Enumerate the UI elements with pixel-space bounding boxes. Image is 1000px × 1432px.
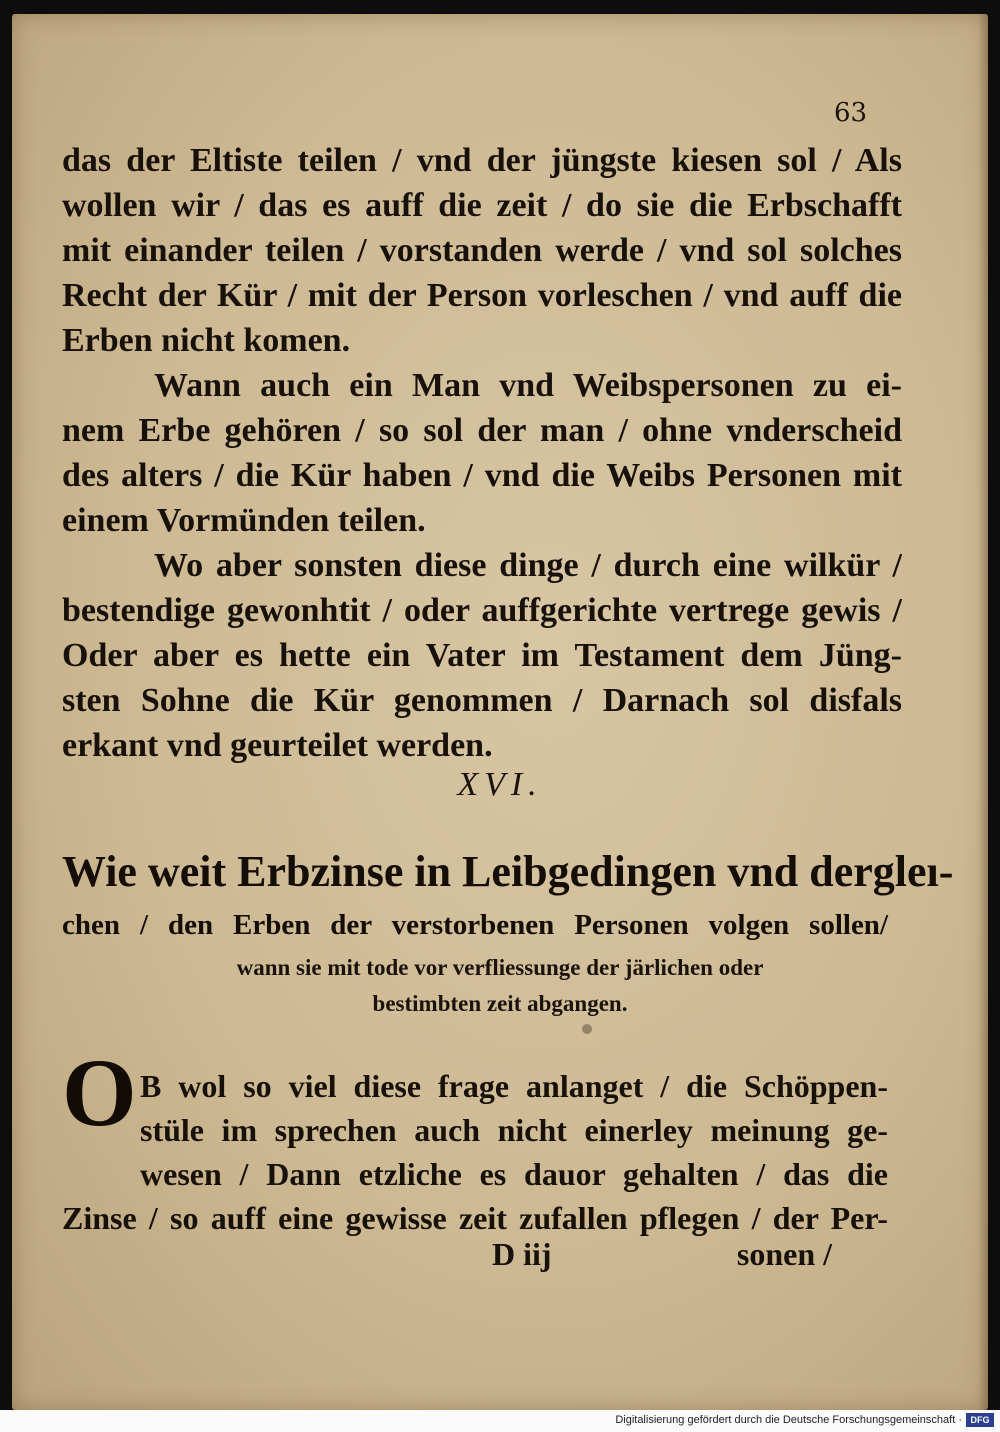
drop-cap-initial: O	[62, 1039, 137, 1146]
text-line: wollen wir / das es auff die zeit / do sie die Erbschafft	[62, 187, 902, 224]
funding-credit: Digitalisierung gefördert durch die Deutsche Forschungsgemeinschaft ·	[615, 1414, 962, 1426]
page-edge-shadow	[978, 14, 988, 1410]
text-line: einem Vormünden teilen.	[62, 502, 426, 539]
chapter-heading-line-1: Wie weit Erbzinse in Leibgedingen vnd dergleı-	[62, 847, 954, 896]
text-line: Recht der Kür / mit der Person vorleschen / vnd auff die	[62, 277, 902, 314]
text-line: des alters / die Kür haben / vnd die Weibs Personen mit	[62, 457, 902, 494]
page-number: 63	[834, 98, 868, 128]
chapter-heading-line-2: chen / den Erben der verstorbenen Personen volgen sollen/	[62, 909, 888, 941]
text-line: Wann auch ein Man vnd Weibspersonen zu ei-	[154, 367, 902, 404]
chapter-heading-line-3: wann sie mit tode vor verfliessunge der järlichen oder	[236, 955, 764, 980]
section-number: XVI.	[457, 766, 543, 803]
text-line: das der Eltiste teilen / vnd der jüngste kiesen sol / Als	[62, 142, 902, 179]
text-line: sten Sohne die Kür genommen / Darnach sol disfals	[62, 682, 902, 719]
chapter-heading-line-4: bestimbten zeit abgangen.	[372, 991, 628, 1016]
body-text	[62, 138, 902, 768]
text-line: wesen / Dann etzliche es dauor gehalten / das die	[140, 1156, 888, 1192]
chapter-heading-subline	[12, 950, 988, 1022]
footer-bar	[0, 1410, 1000, 1432]
dfg-logo[interactable]: DFG	[966, 1413, 994, 1427]
book-page	[12, 14, 988, 1410]
text-line: erkant vnd geurteilet werden.	[62, 727, 493, 764]
ink-dot-ornament	[582, 1024, 592, 1034]
text-line: B wol so viel diese frage anlanget / die Schöppen-	[140, 1068, 888, 1104]
signature-mark: D iij	[492, 1236, 552, 1272]
text-line: stüle im sprechen auch nicht einerley meinung ge-	[140, 1112, 888, 1148]
text-line: nem Erbe gehören / so sol der man / ohne vnderscheid	[62, 412, 902, 449]
text-line: Wo aber sonsten diese dinge / durch eine wilkür /	[154, 547, 902, 584]
text-line: Erben nicht komen.	[62, 322, 351, 359]
text-line: Oder aber es hette ein Vater im Testament dem Jüng-	[62, 637, 902, 674]
text-line: Zinse / so auff eine gewisse zeit zufallen pflegen / der Per-	[62, 1200, 888, 1236]
text-line: bestendige gewonhtit / oder auffgerichte vertrege gewis /	[62, 592, 902, 629]
text-line: mit einander teilen / vorstanden werde / vnd sol solches	[62, 232, 902, 269]
paragraph-after-heading	[62, 1064, 888, 1240]
catchword: sonen /	[736, 1236, 832, 1272]
